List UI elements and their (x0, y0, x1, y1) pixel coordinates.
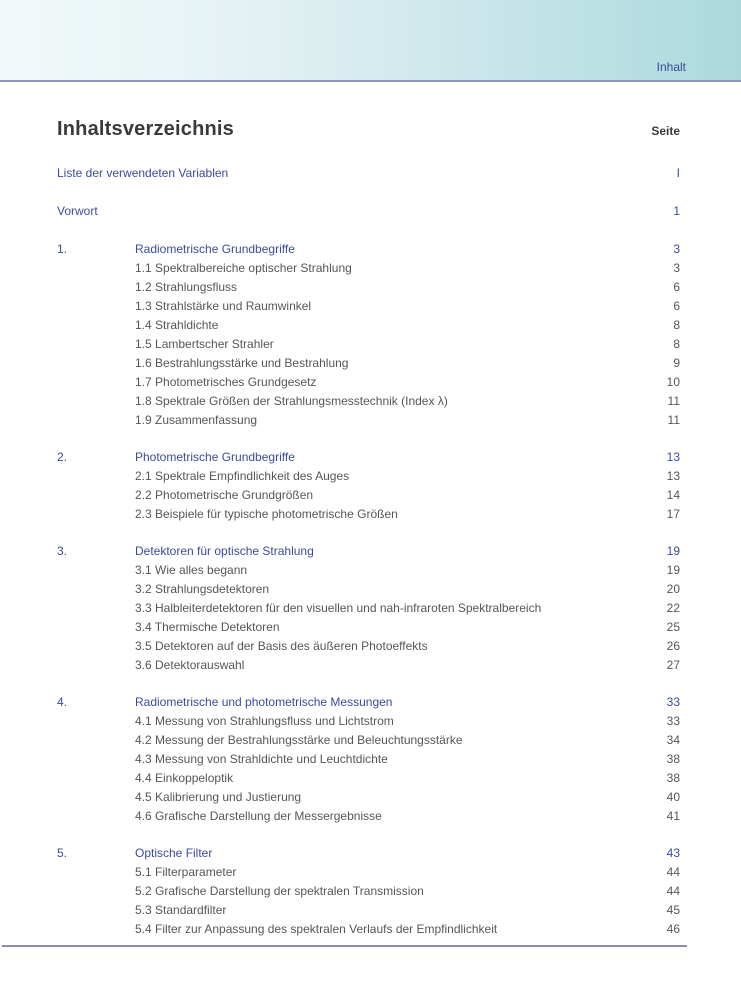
toc-entry-page: 1 (673, 204, 680, 218)
section-label: 4.5 Kalibrierung und Justierung (135, 790, 302, 804)
section-label: 4.6 Grafische Darstellung der Messergebnisse (135, 809, 382, 823)
toc-entry-label[interactable]: Vorwort (57, 204, 98, 218)
section-label: 5.1 Filterparameter (135, 865, 237, 879)
section-page: 46 (666, 922, 680, 936)
section-entry (57, 259, 680, 278)
section-entry (57, 316, 680, 335)
chapter-number: 1. (57, 242, 68, 256)
section-entry (57, 920, 680, 939)
chapter-block (57, 240, 680, 430)
section-page: 20 (666, 582, 680, 596)
section-page: 14 (666, 488, 680, 502)
section-page: 25 (666, 620, 680, 634)
chapter-title[interactable]: Photometrische Grundbegriffe (135, 450, 295, 464)
section-entry (57, 807, 680, 826)
chapter-heading (57, 542, 680, 561)
chapter-heading (57, 448, 680, 467)
chapter-heading (57, 844, 680, 863)
running-head: Inhalt (656, 60, 686, 74)
section-page: 27 (666, 658, 680, 672)
chapter-title[interactable]: Optische Filter (135, 846, 213, 860)
section-page: 40 (666, 790, 680, 804)
section-label: 1.4 Strahldichte (135, 318, 219, 332)
section-page: 33 (666, 714, 680, 728)
page-column-label: Seite (651, 124, 680, 138)
section-label: 1.6 Bestrahlungsstärke und Bestrahlung (135, 356, 349, 370)
section-page: 19 (666, 563, 680, 577)
footer-rule (2, 945, 687, 947)
section-label: 5.2 Grafische Darstellung der spektralen Transmission (135, 884, 424, 898)
section-entry (57, 863, 680, 882)
section-entry (57, 750, 680, 769)
section-page: 6 (673, 299, 680, 313)
section-label: 1.2 Strahlungsfluss (135, 280, 238, 294)
title-row (57, 118, 680, 141)
section-page: 41 (666, 809, 680, 823)
section-entry (57, 392, 680, 411)
section-page: 11 (667, 394, 680, 408)
section-label: 3.5 Detektoren auf der Basis des äußeren Photoeffekts (135, 639, 428, 653)
toc-entry-label[interactable]: Liste der verwendeten Variablen (57, 166, 229, 180)
section-entry (57, 486, 680, 505)
section-page: 38 (666, 771, 680, 785)
section-page: 45 (666, 903, 680, 917)
section-page: 10 (666, 375, 680, 389)
section-label: 4.2 Messung der Bestrahlungsstärke und Beleuchtungsstärke (135, 733, 463, 747)
chapter-title[interactable]: Radiometrische Grundbegriffe (135, 242, 295, 256)
section-entry (57, 561, 680, 580)
section-label: 2.1 Spektrale Empfindlichkeit des Auges (135, 469, 350, 483)
section-label: 1.7 Photometrisches Grundgesetz (135, 375, 317, 389)
section-label: 4.3 Messung von Strahldichte und Leuchtdichte (135, 752, 388, 766)
chapter-heading (57, 693, 680, 712)
chapter-page: 19 (666, 544, 680, 558)
section-label: 2.3 Beispiele für typische photometrische Größen (135, 507, 398, 521)
section-label: 1.5 Lambertscher Strahler (135, 337, 274, 351)
section-label: 5.4 Filter zur Anpassung des spektralen Verlaufs der Empfindlichkeit (135, 922, 498, 936)
chapter-number: 5. (57, 846, 68, 860)
toc-entry-page: I (676, 166, 680, 180)
toc-entry (57, 202, 680, 221)
section-entry (57, 505, 680, 524)
section-label: 1.3 Strahlstärke und Raumwinkel (135, 299, 312, 313)
section-page: 44 (666, 865, 680, 879)
section-label: 2.2 Photometrische Grundgrößen (135, 488, 314, 502)
section-entry (57, 411, 680, 430)
section-label: 3.2 Strahlungsdetektoren (135, 582, 270, 596)
section-entry (57, 297, 680, 316)
chapter-block (57, 448, 680, 524)
chapter-title[interactable]: Detektoren für optische Strahlung (135, 544, 314, 558)
section-page: 34 (666, 733, 680, 747)
section-page: 38 (666, 752, 680, 766)
section-entry (57, 599, 680, 618)
page-title: Inhaltsverzeichnis (57, 118, 234, 140)
chapter-block (57, 844, 680, 939)
chapter-block (57, 542, 680, 675)
section-label: 1.1 Spektralbereiche optischer Strahlung (135, 261, 352, 275)
chapter-list (57, 240, 680, 939)
section-page: 8 (673, 318, 680, 332)
section-entry (57, 618, 680, 637)
chapter-page: 33 (666, 695, 680, 709)
section-label: 1.9 Zusammenfassung (135, 413, 258, 427)
section-entry (57, 901, 680, 920)
section-page: 44 (666, 884, 680, 898)
section-label: 3.3 Halbleiterdetektoren für den visuellen und nah-infraroten Spektralbereich (135, 601, 542, 615)
chapter-block (57, 693, 680, 826)
section-entry (57, 731, 680, 750)
section-label: 3.4 Thermische Detektoren (135, 620, 280, 634)
header-band (0, 0, 741, 82)
section-label: 4.4 Einkoppeloptik (135, 771, 234, 785)
toc-content (57, 118, 680, 939)
chapter-number: 3. (57, 544, 68, 558)
section-page: 17 (666, 507, 680, 521)
section-page: 3 (673, 261, 680, 275)
section-label: 3.1 Wie alles begann (135, 563, 248, 577)
section-label: 3.6 Detektorauswahl (135, 658, 245, 672)
section-page: 22 (666, 601, 680, 615)
chapter-title[interactable]: Radiometrische und photometrische Messungen (135, 695, 393, 709)
section-entry (57, 637, 680, 656)
chapter-page: 13 (666, 450, 680, 464)
section-label: 1.8 Spektrale Größen der Strahlungsmesstechnik (Index λ) (135, 394, 448, 408)
section-page: 11 (667, 413, 680, 427)
section-entry (57, 580, 680, 599)
section-entry (57, 769, 680, 788)
section-label: 5.3 Standardfilter (135, 903, 227, 917)
section-entry (57, 335, 680, 354)
section-page: 13 (666, 469, 680, 483)
chapter-page: 3 (673, 242, 680, 256)
chapter-page: 43 (666, 846, 680, 860)
section-page: 8 (673, 337, 680, 351)
section-entry (57, 788, 680, 807)
section-entry (57, 882, 680, 901)
section-label: 4.1 Messung von Strahlungsfluss und Lichtstrom (135, 714, 394, 728)
front-matter-list (57, 164, 680, 221)
toc-entry (57, 164, 680, 183)
section-entry (57, 712, 680, 731)
chapter-number: 2. (57, 450, 68, 464)
section-page: 26 (666, 639, 680, 653)
section-entry (57, 354, 680, 373)
section-page: 9 (673, 356, 680, 370)
chapter-number: 4. (57, 695, 68, 709)
section-page: 6 (673, 280, 680, 294)
section-entry (57, 467, 680, 486)
chapter-heading (57, 240, 680, 259)
section-entry (57, 656, 680, 675)
section-entry (57, 373, 680, 392)
section-entry (57, 278, 680, 297)
